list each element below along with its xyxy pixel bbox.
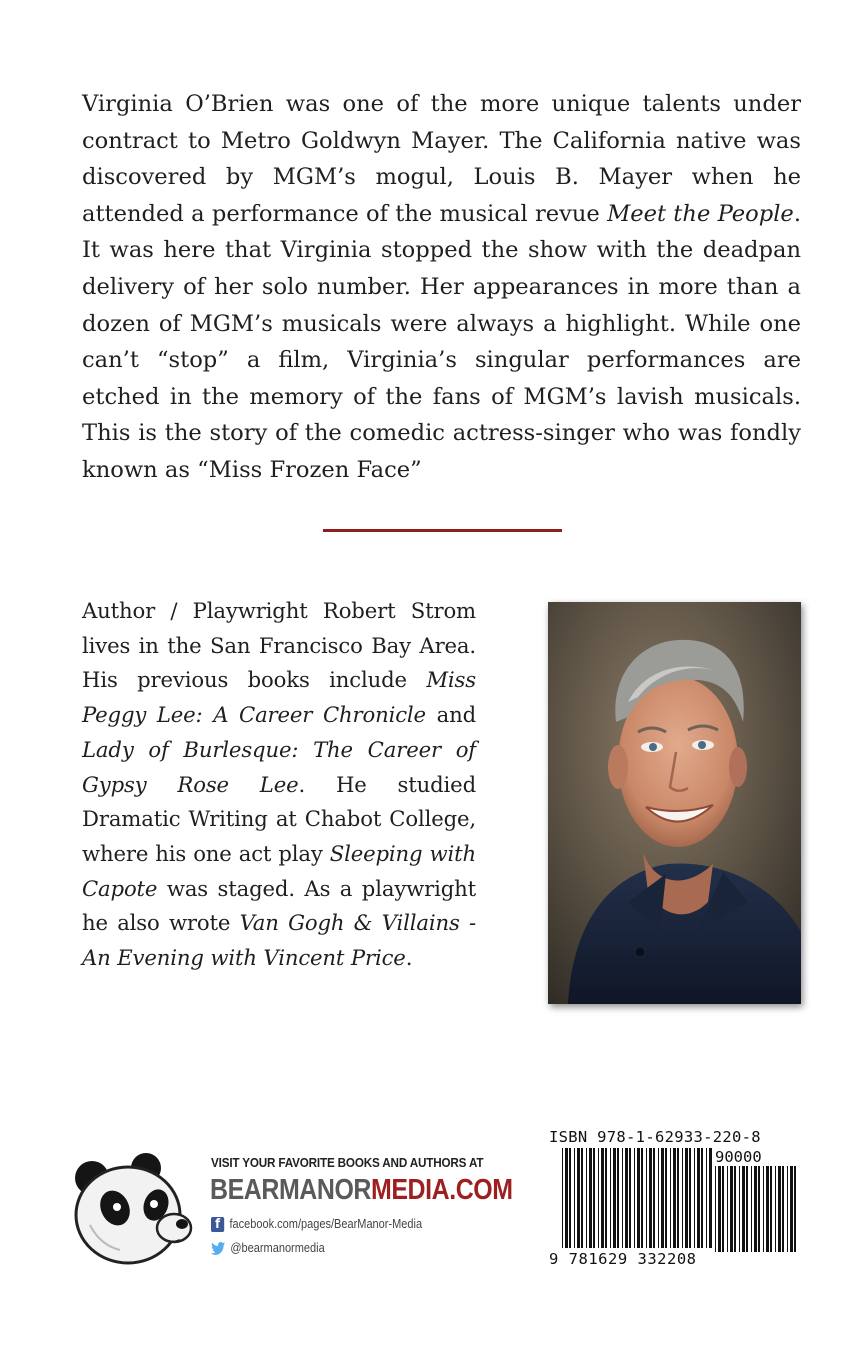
ean-digits: 9 781629 332208 (549, 1250, 697, 1268)
barcode-stripe (605, 1148, 607, 1248)
publisher-website[interactable] (210, 1174, 513, 1207)
publisher-tagline: VISIT YOUR FAVORITE BOOKS AND AUTHORS AT (211, 1155, 484, 1170)
barcode-stripe (622, 1148, 623, 1248)
barcode-stripe (613, 1148, 616, 1248)
barcode-stripe (754, 1166, 757, 1252)
barcode-bars (562, 1148, 712, 1260)
bio-text-2: and (425, 702, 476, 728)
bio-book-1: Miss Peggy Lee: A Career Chronicle (82, 667, 476, 728)
barcode-stripe (739, 1166, 740, 1252)
barcode-stripe (673, 1148, 676, 1248)
section-divider (323, 529, 562, 532)
bio-text-4: was staged. As a playwright he also wrote (82, 875, 476, 936)
barcode-stripe (581, 1148, 583, 1248)
barcode-stripe (593, 1148, 595, 1248)
barcode-stripe (689, 1148, 691, 1248)
barcode-stripe (565, 1148, 568, 1248)
barcode-stripe (658, 1148, 659, 1248)
barcode-stripe (770, 1166, 772, 1252)
price-addon-code: 90000 (715, 1148, 762, 1166)
barcode-stripe (637, 1148, 640, 1248)
barcode-stripe (746, 1166, 748, 1252)
barcode-stripe (701, 1148, 703, 1248)
barcode-stripe (649, 1148, 652, 1248)
barcode-stripe (653, 1148, 655, 1248)
barcode-stripe (790, 1166, 793, 1252)
bio-play-2: Van Gogh & Villains - An Evening with Vincent Price (82, 910, 476, 971)
barcode-stripe (625, 1148, 628, 1248)
barcode-stripe (617, 1148, 619, 1248)
barcode-stripe (677, 1148, 679, 1248)
barcode-stripe (775, 1166, 776, 1252)
barcode-stripe (694, 1148, 695, 1248)
barcode-stripe (598, 1148, 599, 1248)
barcode-stripe (778, 1166, 781, 1252)
twitter-bird-icon (211, 1242, 225, 1255)
barcode-stripe (562, 1148, 563, 1248)
barcode-stripe (718, 1166, 721, 1252)
barcode-stripe (794, 1166, 796, 1252)
isbn-barcode (545, 1128, 803, 1274)
addon-barcode-bars (715, 1166, 797, 1256)
panda-logo-icon (70, 1150, 196, 1270)
barcode-stripe (634, 1148, 635, 1248)
facebook-icon: f (211, 1217, 224, 1232)
book-blurb (82, 86, 801, 489)
twitter-handle: @bearmanormedia (230, 1241, 325, 1255)
website-part-bearmanor: BEARMANOR (210, 1174, 372, 1206)
barcode-stripe (682, 1148, 683, 1248)
blurb-text-1: Virginia O’Brien was one of the more unique talents under contract to Metro Goldwyn Mayer. The California native was discovered by MGM’s mogul, Louis B. Mayer when he attended a performance of the musical revue (82, 91, 801, 227)
blurb-text-2: . It was here that Virginia stopped the show with the deadpan delivery of her solo number. Her appearances in more than a dozen of MGM’s musicals were always a highlight. While one can’t “stop” a film, Virginia’s singular performances are etched in the memory of the fans of MGM’s lavish musicals. This is the story of the comedic actress-singer who was fondly known as “Miss Frozen Face” (82, 200, 801, 483)
author-photo (548, 602, 801, 1004)
isbn-number: ISBN 978-1-62933-220-8 (549, 1128, 761, 1146)
barcode-stripe (734, 1166, 736, 1252)
barcode-stripe (706, 1148, 707, 1248)
barcode-stripe (646, 1148, 647, 1248)
barcode-stripe (670, 1148, 671, 1248)
barcode-stripe (727, 1166, 728, 1252)
barcode-stripe (715, 1166, 716, 1252)
author-bio (82, 594, 476, 976)
barcode-stripe (586, 1148, 587, 1248)
barcode-stripe (751, 1166, 752, 1252)
bio-text-3: . He studied Dramatic Writing at Chabot College, where his one act play (82, 771, 476, 866)
barcode-stripe (758, 1166, 760, 1252)
barcode-stripe (730, 1166, 733, 1252)
bio-play-1: Sleeping with Capote (82, 840, 476, 901)
barcode-stripe (665, 1148, 667, 1248)
barcode-stripe (661, 1148, 664, 1248)
bio-text-5: . (405, 945, 413, 971)
barcode-stripe (766, 1166, 769, 1252)
barcode-stripe (787, 1166, 788, 1252)
barcode-stripe (722, 1166, 724, 1252)
barcode-stripe (641, 1148, 643, 1248)
barcode-stripe (709, 1148, 712, 1248)
barcode-stripe (742, 1166, 745, 1252)
website-part-media: MEDIA.COM (371, 1174, 513, 1206)
bio-book-2: Lady of Burlesque: The Career of Gypsy Rose Lee (82, 736, 476, 797)
barcode-stripe (685, 1148, 688, 1248)
barcode-stripe (610, 1148, 611, 1248)
blurb-title-meet-the-people: Meet the People (607, 200, 794, 227)
barcode-stripe (569, 1148, 571, 1248)
bio-text-1: Author / Playwright Robert Strom lives in the San Francisco Bay Area. His previous books include (82, 598, 476, 693)
barcode-stripe (629, 1148, 631, 1248)
facebook-link[interactable] (211, 1215, 422, 1233)
barcode-stripe (574, 1148, 575, 1248)
barcode-stripe (763, 1166, 764, 1252)
barcode-stripe (601, 1148, 604, 1248)
barcode-stripe (697, 1148, 700, 1248)
barcode-stripe (589, 1148, 592, 1248)
twitter-link[interactable] (211, 1239, 325, 1257)
barcode-stripe (782, 1166, 784, 1252)
barcode-stripe (577, 1148, 580, 1248)
facebook-url: facebook.com/pages/BearManor-Media (229, 1217, 423, 1231)
